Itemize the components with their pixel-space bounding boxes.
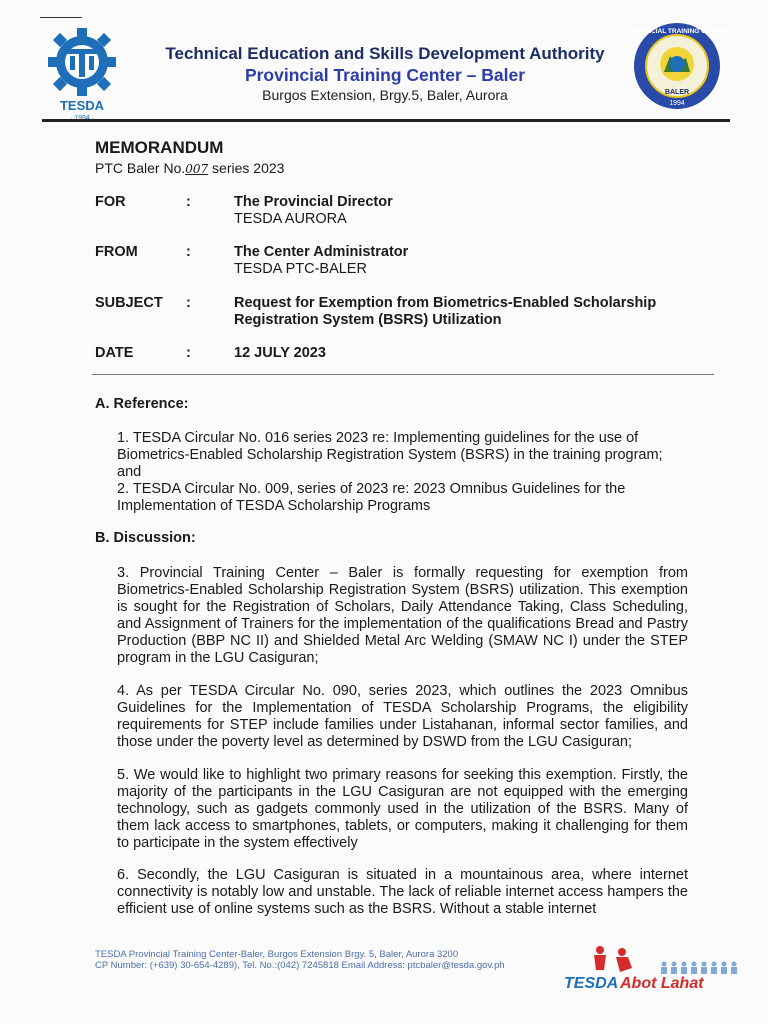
memo-number: PTC Baler No.007 series 2023 [95, 160, 285, 176]
seal-year: 1994 [669, 100, 685, 107]
footer-logo-tesda: TESDA [564, 975, 619, 992]
discussion-paragraph-3: 3. Provincial Training Center – Baler is formally requesting for exemption from Biometrics-Enabled Scholarship Registration System (BSRS) utilization. This exemption is sought for the Registration of Scholars, Daily Attendance Taking, Class Scheduling, and Assignment of Trainers for the implementation of the qualifications Bread and Pastry Production (BBP NC II) and Shielded Metal Arc Welding (SMAW NC I) under the STEP program in the LGU Casiguran; [117, 565, 688, 666]
discussion-heading: B. Discussion: [95, 530, 196, 546]
reference-item-2: 2. TESDA Circular No. 009, series of 2023 re: 2023 Omnibus Guidelines for the Implementation of TESDA Scholarship Programs [117, 481, 626, 514]
seal-top-text: PROVINCIAL TRAINING CENTER [626, 28, 728, 35]
date-value: 12 JULY 2023 [234, 345, 326, 361]
center-name: Provincial Training Center – Baler [244, 65, 526, 85]
memo-title: MEMORANDUM [95, 138, 224, 157]
for-value: The Provincial Director TESDA AURORA [234, 194, 393, 227]
footer-contact [95, 949, 505, 971]
letterhead [130, 44, 640, 104]
date-label: DATE [95, 345, 134, 361]
from-value: The Center Administrator TESDA PTC-BALER [234, 244, 409, 277]
for-label: FOR [95, 194, 126, 210]
discussion-paragraph-4: 4. As per TESDA Circular No. 090, series 2023, which outlines the 2023 Omnibus Guidelines for the Implementation of TESDA Scholarship Programs, the eligibility requirements for STEP include families under Listahanan, informal sector families, and those under the poverty level as determined by DSWD from the LGU Casiguran; [117, 683, 688, 750]
discussion-paragraph-5: 5. We would like to highlight two primary reasons for seeking this exemption. Firstly, the majority of the participants in the LGU Casiguran are not equipped with the emerging technology, such as gadgets commonly used in the utilization of the BSRS. Many of them lack access to smartphones, tablets, or computers, making it challenging for them to participate in the system effectively [117, 767, 688, 851]
from-colon: : [186, 244, 191, 260]
fields-divider [92, 374, 714, 375]
discussion-paragraph-6: 6. Secondly, the LGU Casiguran is situated in a mountainous area, where internet connectivity is notably low and unstable. The lack of reliable internet access hampers the efficient use of online systems such as the BSRS. Without a stable internet [117, 867, 688, 917]
center-address: Burgos Extension, Brgy.5, Baler, Aurora [262, 87, 508, 103]
from-label: FROM [95, 244, 138, 260]
org-name: Technical Education and Skills Development Authority [165, 44, 605, 63]
tesda-logo [45, 22, 120, 122]
footer-logo-abot-lahat: Abot Lahat [620, 975, 704, 992]
header-divider [42, 119, 730, 122]
seal-bottom-text: BALER [664, 89, 690, 96]
footer-address: TESDA Provincial Training Center-Baler, Burgos Extension Brgy. 5, Baler, Aurora 3200 [95, 949, 459, 960]
top-rule [40, 17, 82, 18]
for-colon: : [186, 194, 191, 210]
subject-colon: : [186, 295, 191, 311]
tesda-logo-text: TESDA [59, 98, 105, 113]
date-colon: : [186, 345, 191, 361]
subject-label: SUBJECT [95, 295, 163, 311]
footer-phone-email: CP Number: (+639) 30-654-4289), Tel. No.:(042) 7245818 Email Address: ptcbaler@tesda.gov.ph [95, 960, 505, 971]
reference-item-1: 1. TESDA Circular No. 016 series 2023 re: Implementing guidelines for the use of Biometrics-Enabled Scholarship Registration System (BSRS) in the training program; and [117, 430, 663, 480]
handwritten-number: 007 [185, 162, 209, 176]
reference-heading: A. Reference: [95, 396, 189, 412]
tesda-abot-lahat-logo [560, 942, 750, 994]
ptc-baler-seal [626, 20, 728, 112]
subject-value: Request for Exemption from Biometrics-Enabled Scholarship Registration System (BSRS) Utilization [234, 295, 657, 328]
